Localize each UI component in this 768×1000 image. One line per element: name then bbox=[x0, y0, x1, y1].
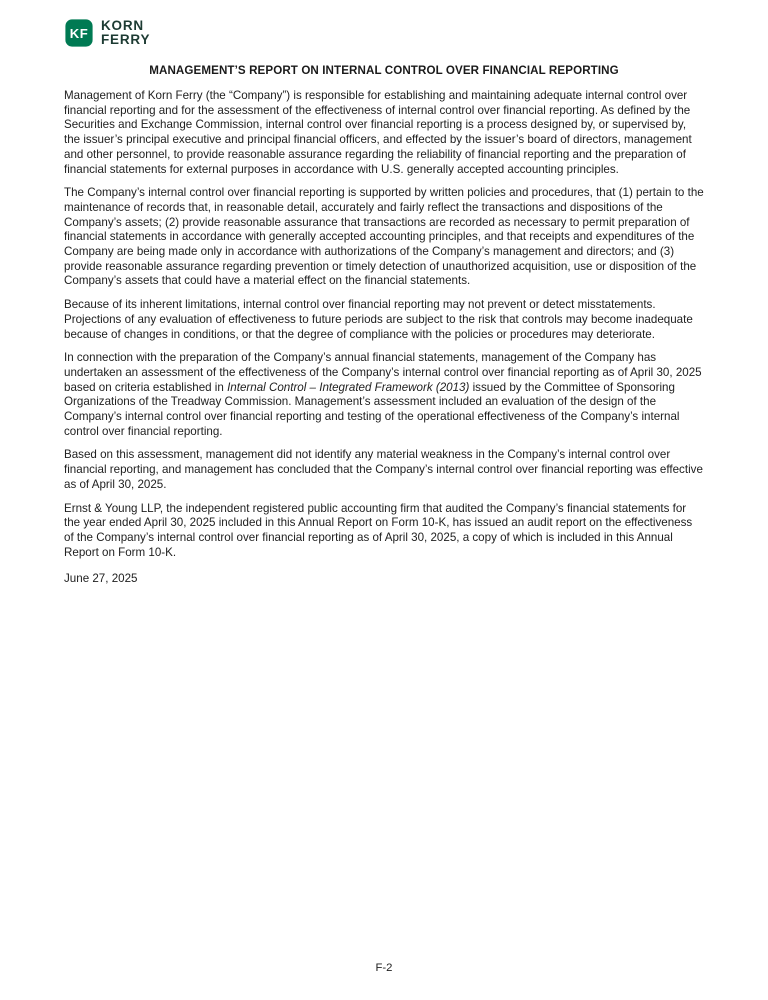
paragraph-policies-procedures: The Company’s internal control over financial reporting is supported by written policies and procedures, that (1) pertain to the maintenance of records that, in reasonable detail, accurately and fairly reflect the transactions and dispositions of the Company’s assets; (2) provide reasonable assurance that transactions are recorded as necessary to permit preparation of financial statements in accordance with generally accepted accounting principles, and that receipts and expenditures of the Company are being made only in accordance with authorizations of the Company’s management and directors; and (3) provide reasonable assurance regarding prevention or timely detection of unauthorized acquisition, use or disposition of the Company’s assets that could have a material effect on the financial statements. bbox=[64, 186, 704, 288]
paragraph-inherent-limitations: Because of its inherent limitations, internal control over financial reporting may not prevent or detect misstatements. Projections of any evaluation of effectiveness to future periods are subject to the risk that controls may become inadequate because of changes in conditions, or that the degree of compliance with the policies or procedures may deteriorate. bbox=[64, 298, 693, 341]
paragraph-assessment bbox=[64, 351, 704, 439]
paragraph-assessment-framework-citation: Internal Control – Integrated Framework (2013) bbox=[227, 380, 470, 394]
korn-ferry-logo bbox=[64, 18, 704, 48]
paragraph-assessment-before: In connection with the preparation of the Company’s annual financial statements, management of the Company has undertaken an assessment of the effectiveness of the Company’s internal control over financial reporting as of April 30, 2025 based on criteria established in bbox=[64, 351, 702, 394]
korn-ferry-monogram-icon bbox=[64, 18, 94, 48]
logo-line-ferry: FERRY bbox=[101, 32, 151, 47]
logo-line-korn: KORN bbox=[101, 18, 144, 33]
korn-ferry-wordmark bbox=[101, 19, 150, 47]
paragraph-responsibility: Management of Korn Ferry (the “Company”) is responsible for establishing and maintaining adequate internal control over financial reporting and for the assessment of the effectiveness of internal control over financial reporting. As defined by the Securities and Exchange Commission, internal control over financial reporting is a process designed by, or supervised by, the issuer’s principal executive and principal financial officers, and effected by the issuer’s board of directors, management and other personnel, to provide reasonable assurance regarding the reliability of financial reporting and the preparation of financial statements for external purposes in accordance with U.S. generally accepted accounting principles. bbox=[64, 89, 692, 176]
svg-text:KF: KF bbox=[69, 26, 89, 42]
page-number: F-2 bbox=[375, 962, 393, 974]
report-date: June 27, 2025 bbox=[64, 572, 138, 586]
paragraph-auditor: Ernst & Young LLP, the independent registered public accounting firm that audited the Company’s financial statements for the year ended April 30, 2025 included in this Annual Report on Form 10-K, has issued an audit report on the effectiveness of the Company’s internal control over financial reporting as of April 30, 2025, a copy of which is included in this Annual Report on Form 10-K. bbox=[64, 501, 693, 559]
report-title: MANAGEMENT’S REPORT ON INTERNAL CONTROL OVER FINANCIAL REPORTING bbox=[149, 64, 619, 77]
paragraph-conclusion: Based on this assessment, management did not identify any material weakness in the Company’s internal control over financial reporting, and management has concluded that the Company’s internal control over financial reporting was effective as of April 30, 2025. bbox=[64, 448, 703, 491]
paragraph-assessment-after: issued by the Committee of Sponsoring Organizations of the Treadway Commission. Management’s assessment included an evaluation of the design of the Company’s internal control over financial reporting and testing of the operational effectiveness of the Company’s internal control over financial reporting. bbox=[64, 380, 680, 438]
